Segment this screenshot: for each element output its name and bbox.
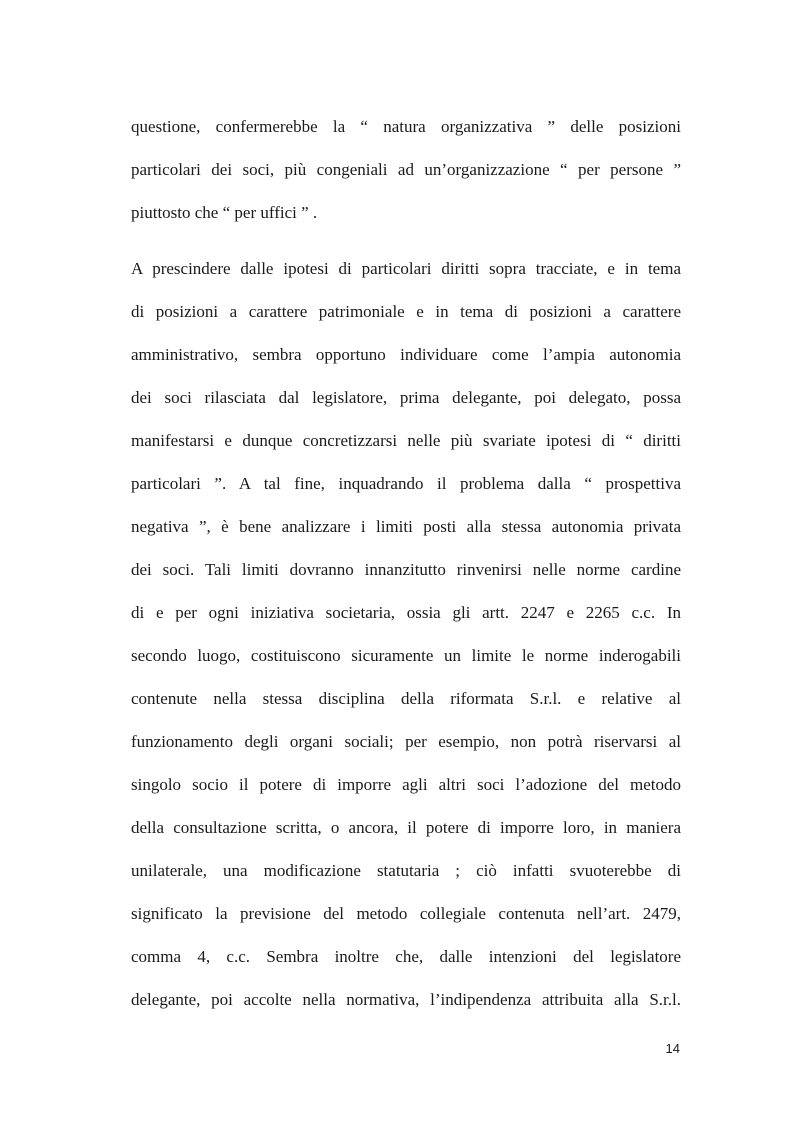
text-line: dei soci. Tali limiti dovranno innanzitutto rinvenirsi nelle norme cardine	[131, 560, 681, 579]
text-line: A prescindere dalle ipotesi di particolari diritti sopra tracciate, e in tema	[131, 259, 681, 278]
text-line: manifestarsi e dunque concretizzarsi nelle più svariate ipotesi di “ diritti	[131, 431, 681, 450]
page-number: 14	[665, 1041, 680, 1056]
text-line: singolo socio il potere di imporre agli altri soci l’adozione del metodo	[131, 775, 681, 794]
text-line: unilaterale, una modificazione statutaria ; ciò infatti svuoterebbe di	[131, 861, 681, 880]
text-line: negativa ”, è bene analizzare i limiti posti alla stessa autonomia privata	[131, 517, 681, 536]
text-line: della consultazione scritta, o ancora, il potere di imporre loro, in maniera	[131, 818, 681, 837]
text-line: di e per ogni iniziativa societaria, ossia gli artt. 2247 e 2265 c.c. In	[131, 603, 681, 622]
text-line: secondo luogo, costituiscono sicuramente un limite le norme inderogabili	[131, 646, 681, 665]
text-line: di posizioni a carattere patrimoniale e in tema di posizioni a carattere	[131, 302, 681, 321]
text-line: significato la previsione del metodo collegiale contenuta nell’art. 2479,	[131, 904, 681, 923]
text-line: comma 4, c.c. Sembra inoltre che, dalle intenzioni del legislatore	[131, 947, 681, 966]
text-line: questione, confermerebbe la “ natura organizzativa ” delle posizioni	[131, 117, 681, 136]
text-line: funzionamento degli organi sociali; per esempio, non potrà riservarsi al	[131, 732, 681, 751]
text-line: contenute nella stessa disciplina della riformata S.r.l. e relative al	[131, 689, 681, 708]
text-line: amministrativo, sembra opportuno individuare come l’ampia autonomia	[131, 345, 681, 364]
paragraph-1	[131, 117, 681, 246]
paragraph-2	[131, 259, 681, 1033]
text-line: particolari ”. A tal fine, inquadrando il problema dalla “ prospettiva	[131, 474, 681, 493]
text-line: delegante, poi accolte nella normativa, l’indipendenza attribuita alla S.r.l.	[131, 990, 681, 1009]
text-line: dei soci rilasciata dal legislatore, prima delegante, poi delegato, possa	[131, 388, 681, 407]
text-line: particolari dei soci, più congeniali ad un’organizzazione “ per persone ”	[131, 160, 681, 179]
text-line: piuttosto che “ per uffici ” .	[131, 203, 318, 222]
